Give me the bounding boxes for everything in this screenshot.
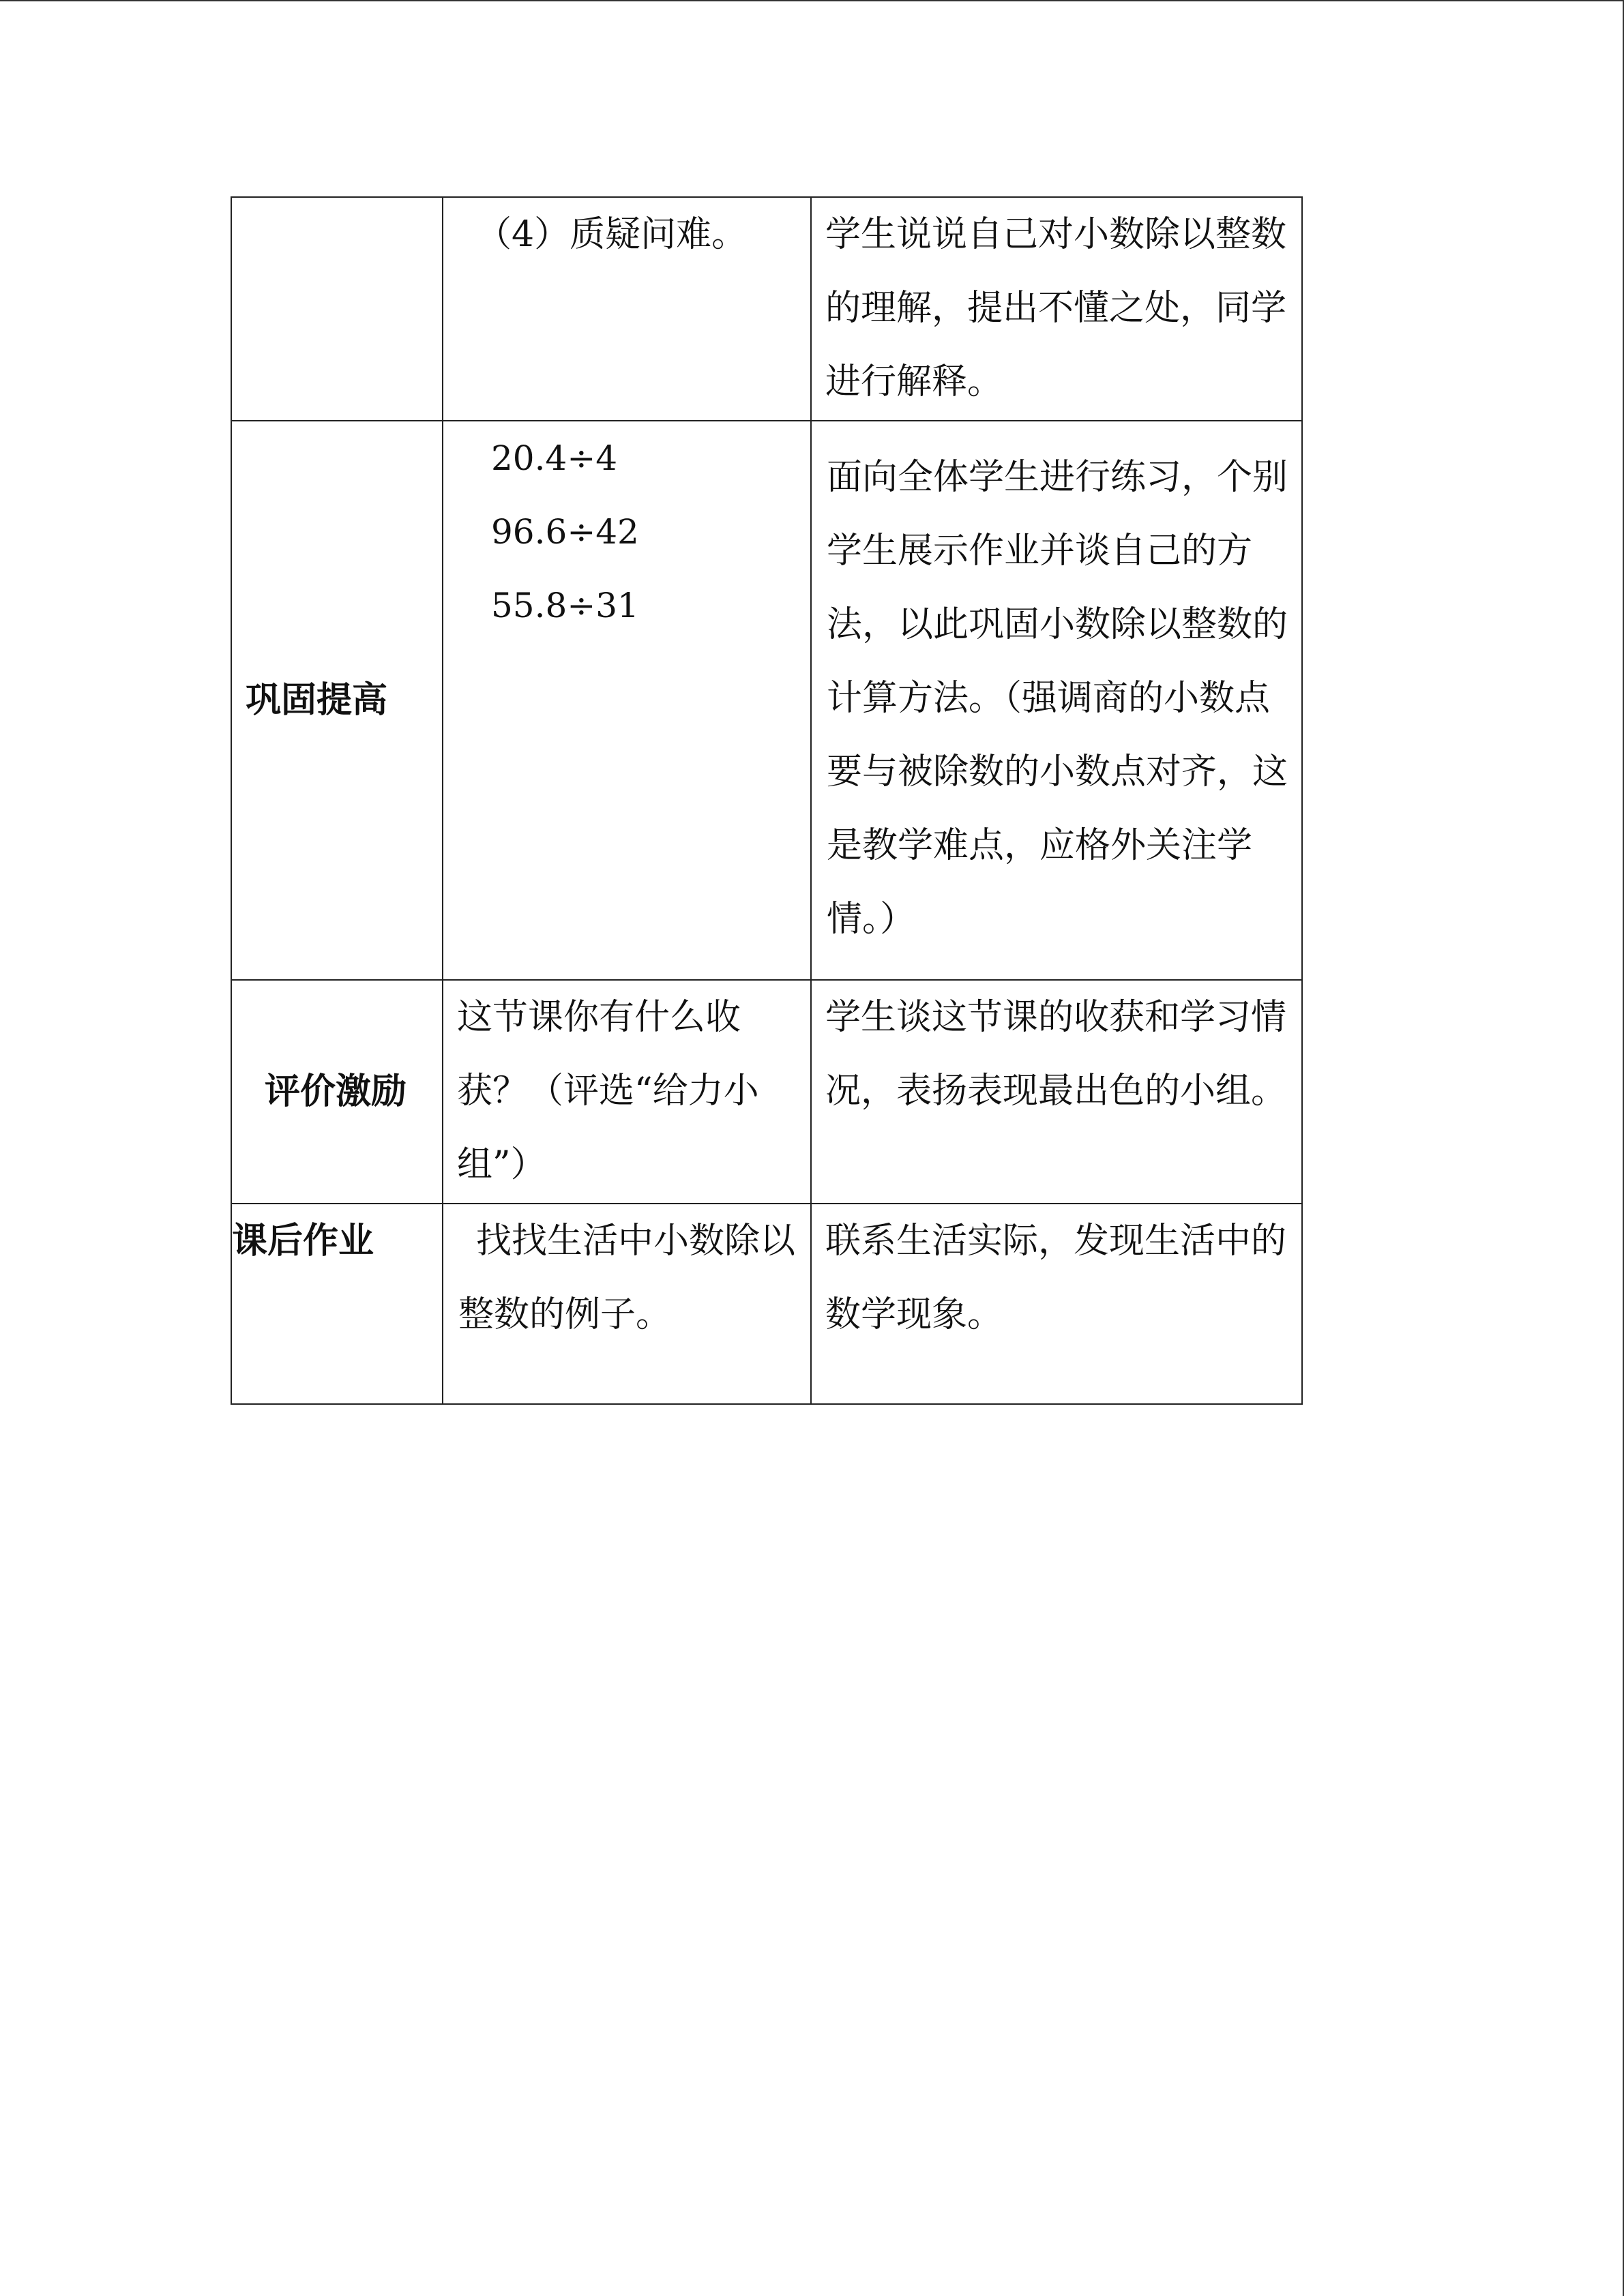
table-row — [231, 1204, 1302, 1404]
stage-cell — [231, 1204, 443, 1404]
content-text: 找找生活中小数除以整数的例子。 — [458, 1221, 796, 1335]
table-row — [231, 197, 1302, 421]
stage-label: 评价激励 — [265, 1071, 407, 1112]
method-cell — [811, 421, 1302, 980]
method-cell — [811, 197, 1302, 421]
exercise-expression: 20.4÷4 — [491, 438, 618, 478]
stage-cell — [231, 421, 443, 980]
stage-cell — [231, 980, 443, 1204]
exercise-expression: 96.6÷42 — [491, 512, 639, 552]
content-cell — [443, 197, 811, 421]
content-cell — [443, 421, 811, 980]
exercise-list — [443, 421, 810, 642]
stage-label: 巩固提高 — [246, 680, 388, 721]
content-text: 这节课你有什么收获？（评选“给力小组”） — [457, 997, 759, 1185]
lesson-plan-table — [231, 196, 1303, 1405]
method-cell — [811, 1204, 1302, 1404]
stage-label: 课后作业 — [232, 1221, 374, 1262]
method-text: 学生说说自己对小数除以整数的理解，提出不懂之处，同学进行解释。 — [825, 214, 1287, 402]
content-text: （4）质疑问难。 — [476, 214, 748, 255]
stage-cell — [231, 197, 443, 421]
method-text: 学生谈这节课的收获和学习情况，表扬表现最出色的小组。 — [825, 997, 1287, 1112]
method-text: 面向全体学生进行练习，个别学生展示作业并谈自己的方法，以此巩固小数除以整数的计算方法。（强调商的小数点要与被除数的小数点对齐，这是教学难点，应格外关注学情。） — [827, 457, 1288, 940]
table-row — [231, 421, 1302, 980]
method-cell — [811, 980, 1302, 1204]
table-row — [231, 980, 1302, 1204]
exercise-expression: 55.8÷31 — [491, 586, 639, 625]
content-cell — [443, 980, 811, 1204]
method-text: 联系生活实际，发现生活中的数学现象。 — [825, 1221, 1287, 1335]
content-cell — [443, 1204, 811, 1404]
